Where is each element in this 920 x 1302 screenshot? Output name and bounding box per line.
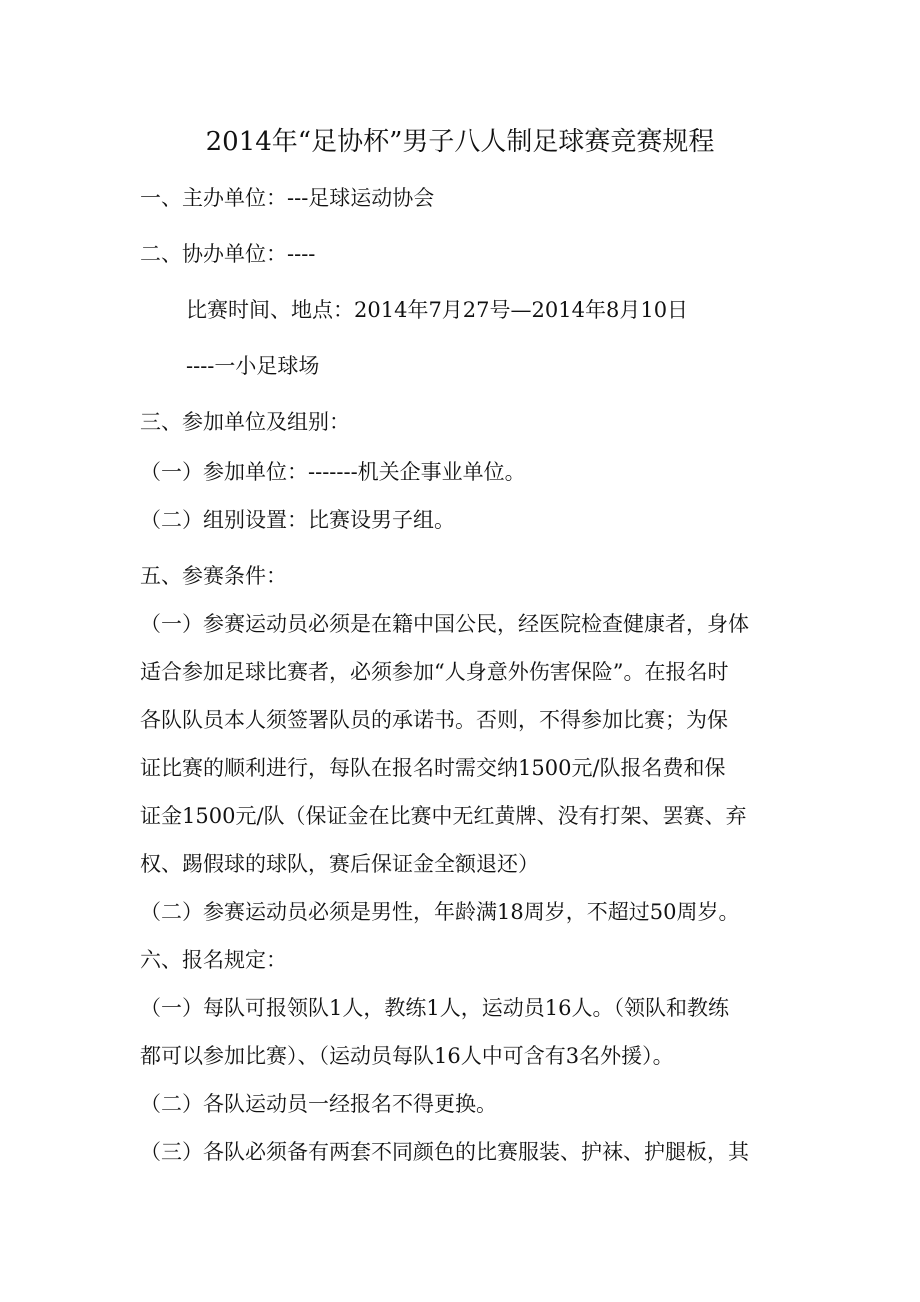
conditions-paragraph-line: 证金1500元/队（保证金在比赛中无红黄牌、没有打架、罢赛、弃: [140, 804, 747, 828]
conditions-paragraph-line: 各队队员本人须签署队员的承诺书。否则，不得参加比赛；为保: [140, 708, 728, 732]
venue-line: ----一小足球场: [186, 354, 320, 378]
uniform-requirement-line: （三）各队必须备有两套不同颜色的比赛服装、护袜、护腿板，其: [140, 1140, 749, 1164]
conditions-paragraph-line: （一）参赛运动员必须是在籍中国公民，经医院检查健康者，身体: [140, 612, 749, 636]
co-organizer-line: 二、协办单位：----: [140, 242, 316, 266]
conditions-paragraph-line: 权、踢假球的球队，赛后保证金全额退还）: [140, 852, 539, 876]
registration-paragraph-line: 都可以参加比赛）、（运动员每队16人中可含有3名外援）。: [140, 1044, 674, 1068]
registration-paragraph-line: （一）每队可报领队1人，教练1人，运动员16人。（领队和教练: [140, 996, 729, 1020]
registration-no-replacement-line: （二）各队运动员一经报名不得更换。: [140, 1092, 497, 1116]
document-title: 2014年“足协杯”男子八人制足球赛竞赛规程: [205, 127, 715, 157]
organizer-line: 一、主办单位：---足球运动协会: [140, 186, 435, 210]
participants-unit-line: （一）参加单位：-------机关企事业单位。: [140, 460, 526, 484]
section-heading-participants: 三、参加单位及组别：: [140, 410, 350, 434]
time-place-line: 比赛时间、地点：2014年7月27号—2014年8月10日: [186, 298, 689, 322]
section-heading-registration: 六、报名规定：: [140, 948, 287, 972]
conditions-paragraph-line: 证比赛的顺利进行，每队在报名时需交纳1500元/队报名费和保: [140, 756, 726, 780]
age-condition-line: （二）参赛运动员必须是男性，年龄满18周岁，不超过50周岁。: [140, 900, 740, 924]
conditions-paragraph-line: 适合参加足球比赛者，必须参加“人身意外伤害保险”。在报名时: [140, 660, 729, 684]
section-heading-conditions: 五、参赛条件：: [140, 564, 287, 588]
group-setting-line: （二）组别设置：比赛设男子组。: [140, 508, 455, 532]
